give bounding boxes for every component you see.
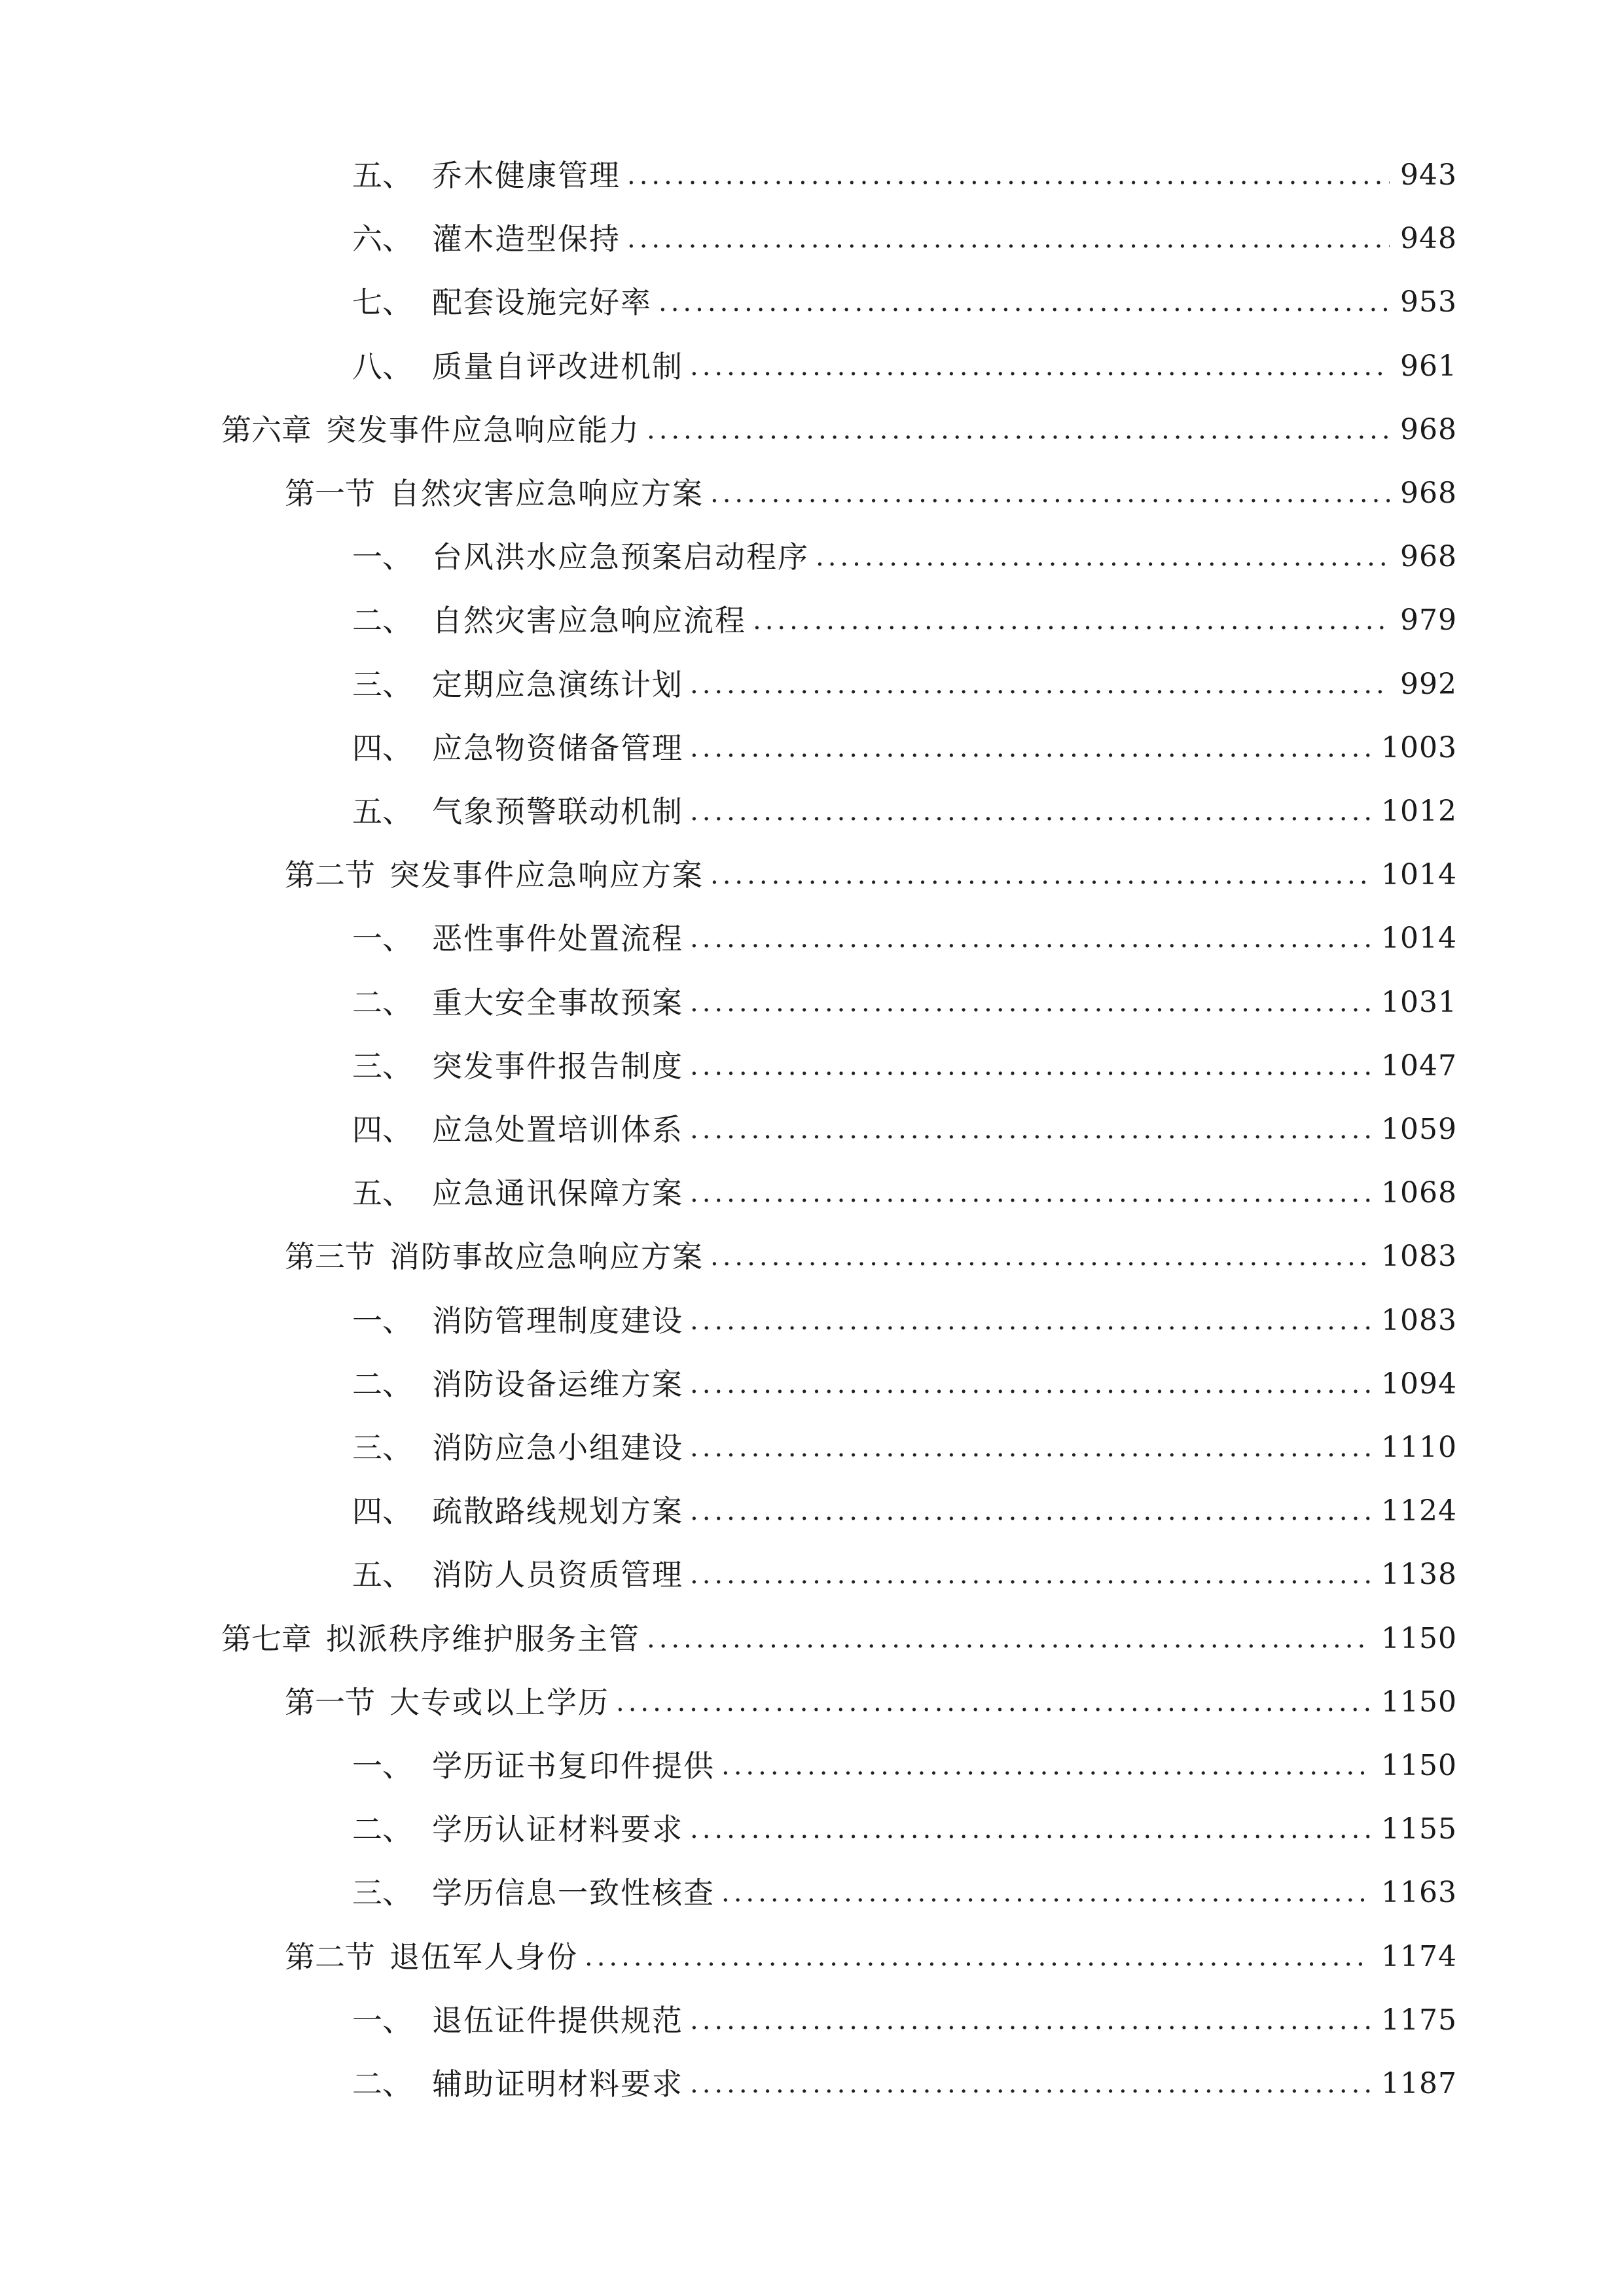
- dot-leader: [690, 785, 1371, 838]
- entry-number: 四、: [352, 1494, 412, 1529]
- toc-entry[interactable]: [352, 1422, 1457, 1474]
- dot-leader: [710, 849, 1371, 901]
- entry-page-number: 979: [1400, 603, 1457, 637]
- entry-page-number: 968: [1400, 413, 1457, 446]
- entry-number: 一、: [352, 1748, 412, 1784]
- entry-title: 乔木健康管理: [432, 158, 621, 193]
- entry-number: 二、: [352, 1812, 412, 1847]
- entry-page-number: 1150: [1381, 1749, 1457, 1782]
- entry-number: 五、: [352, 1175, 412, 1211]
- toc-entry[interactable]: [352, 594, 1457, 647]
- dot-leader: [647, 404, 1390, 456]
- dot-leader: [710, 467, 1390, 520]
- entry-page-number: 1014: [1381, 922, 1457, 955]
- entry-title: 台风洪水应急预案启动程序: [432, 539, 809, 575]
- toc-entry[interactable]: [285, 1676, 1457, 1729]
- entry-title: 大专或以上学历: [389, 1685, 609, 1720]
- dot-leader: [721, 1867, 1371, 1919]
- entry-title: 突发事件应急响应方案: [389, 857, 704, 893]
- entry-page-number: 1175: [1381, 2003, 1457, 2037]
- toc-entry[interactable]: [285, 1230, 1457, 1283]
- toc-entry[interactable]: [221, 1613, 1457, 1665]
- entry-title: 拟派秩序维护服务主管: [326, 1621, 640, 1657]
- entry-page-number: 1124: [1381, 1494, 1457, 1528]
- entry-page-number: 943: [1400, 158, 1457, 192]
- entry-page-number: 1094: [1381, 1367, 1457, 1401]
- entry-number: 五、: [352, 794, 412, 829]
- dot-leader: [690, 2058, 1371, 2110]
- dot-leader: [690, 1803, 1371, 1856]
- entry-page-number: 1014: [1381, 858, 1457, 891]
- entry-number: 二、: [352, 1367, 412, 1402]
- entry-page-number: 968: [1400, 476, 1457, 510]
- entry-page-number: 968: [1400, 540, 1457, 573]
- dot-leader: [690, 1422, 1371, 1474]
- toc-entry[interactable]: [352, 340, 1457, 393]
- entry-title: 质量自评改进机制: [432, 349, 683, 384]
- dot-leader: [753, 594, 1390, 647]
- entry-title: 突发事件报告制度: [432, 1049, 683, 1084]
- entry-title: 自然灾害应急响应流程: [432, 603, 746, 638]
- entry-number: 一、: [352, 1303, 412, 1338]
- entry-number: 三、: [352, 1049, 412, 1084]
- dot-leader: [690, 977, 1371, 1029]
- toc-entry[interactable]: [352, 1867, 1457, 1919]
- dot-leader: [690, 1103, 1371, 1156]
- dot-leader: [721, 1740, 1371, 1792]
- entry-page-number: 1059: [1381, 1113, 1457, 1146]
- toc-entry[interactable]: [352, 1295, 1457, 1347]
- entry-title: 学历信息一致性核查: [432, 1875, 715, 1910]
- dot-leader: [690, 658, 1390, 711]
- entry-title: 辅助证明材料要求: [432, 2066, 683, 2102]
- entry-page-number: 948: [1400, 222, 1457, 255]
- entry-number: 六、: [352, 221, 412, 257]
- entry-number: 第七章: [221, 1621, 312, 1657]
- entry-page-number: 1174: [1381, 1940, 1457, 1973]
- entry-page-number: 1150: [1381, 1622, 1457, 1655]
- entry-title: 配套设施完好率: [432, 285, 652, 320]
- toc-entry[interactable]: [352, 1994, 1457, 2047]
- entry-title: 消防管理制度建设: [432, 1303, 683, 1338]
- entry-number: 五、: [352, 1557, 412, 1592]
- entry-page-number: 1047: [1381, 1049, 1457, 1083]
- entry-page-number: 1068: [1381, 1176, 1457, 1210]
- toc-entry[interactable]: [352, 276, 1457, 329]
- dot-leader: [690, 1994, 1371, 2047]
- entry-number: 二、: [352, 985, 412, 1020]
- dot-leader: [690, 1167, 1371, 1219]
- entry-number: 一、: [352, 539, 412, 575]
- entry-page-number: 1138: [1381, 1558, 1457, 1591]
- entry-title: 应急物资储备管理: [432, 730, 683, 766]
- entry-page-number: 1110: [1381, 1431, 1457, 1464]
- toc-entry[interactable]: [352, 1358, 1457, 1410]
- toc-entry[interactable]: [352, 912, 1457, 965]
- toc-entry[interactable]: [352, 531, 1457, 583]
- entry-title: 应急通讯保障方案: [432, 1175, 683, 1211]
- dot-leader: [690, 340, 1390, 393]
- entry-page-number: 1012: [1381, 795, 1457, 828]
- entry-number: 七、: [352, 285, 412, 320]
- toc-entry[interactable]: [285, 467, 1457, 520]
- dot-leader: [690, 912, 1371, 965]
- toc-entry[interactable]: [352, 1485, 1457, 1537]
- toc-entry[interactable]: [352, 1167, 1457, 1219]
- entry-number: 一、: [352, 2003, 412, 2038]
- toc-entry[interactable]: [352, 2058, 1457, 2110]
- entry-page-number: 1083: [1381, 1240, 1457, 1273]
- entry-page-number: 1003: [1381, 731, 1457, 764]
- entry-number: 第二节: [285, 1939, 375, 1975]
- entry-number: 第三节: [285, 1239, 375, 1274]
- entry-number: 三、: [352, 1430, 412, 1465]
- entry-page-number: 953: [1400, 285, 1457, 319]
- toc-entry[interactable]: [352, 658, 1457, 711]
- entry-number: 第六章: [221, 412, 312, 448]
- dot-leader: [627, 213, 1390, 265]
- entry-page-number: 1083: [1381, 1304, 1457, 1337]
- toc-entry[interactable]: [352, 785, 1457, 838]
- entry-number: 第二节: [285, 857, 375, 893]
- dot-leader: [690, 1485, 1371, 1537]
- entry-page-number: 1163: [1381, 1876, 1457, 1909]
- dot-leader: [690, 722, 1371, 774]
- entry-page-number: 1031: [1381, 986, 1457, 1019]
- entry-title: 应急处置培训体系: [432, 1112, 683, 1147]
- dot-leader: [647, 1613, 1371, 1665]
- entry-number: 八、: [352, 349, 412, 384]
- toc-entry[interactable]: [352, 1040, 1457, 1092]
- toc-entry[interactable]: [352, 1803, 1457, 1856]
- toc-entry[interactable]: [352, 977, 1457, 1029]
- entry-title: 消防事故应急响应方案: [389, 1239, 704, 1274]
- entry-number: 三、: [352, 667, 412, 702]
- dot-leader: [690, 1358, 1371, 1410]
- toc-entry[interactable]: [352, 722, 1457, 774]
- entry-page-number: 1187: [1381, 2067, 1457, 2100]
- entry-page-number: 961: [1400, 350, 1457, 383]
- toc-entry[interactable]: [352, 1740, 1457, 1792]
- entry-title: 恶性事件处置流程: [432, 921, 683, 956]
- entry-title: 消防人员资质管理: [432, 1557, 683, 1592]
- entry-title: 疏散路线规划方案: [432, 1494, 683, 1529]
- dot-leader: [585, 1931, 1371, 1983]
- dot-leader: [690, 1295, 1371, 1347]
- dot-leader: [627, 149, 1390, 202]
- entry-number: 二、: [352, 2066, 412, 2102]
- toc-entry[interactable]: [352, 1103, 1457, 1156]
- entry-title: 学历认证材料要求: [432, 1812, 683, 1847]
- entry-number: 四、: [352, 730, 412, 766]
- entry-page-number: 992: [1400, 668, 1457, 701]
- entry-title: 消防设备运维方案: [432, 1367, 683, 1402]
- toc-entry[interactable]: [352, 149, 1457, 202]
- entry-title: 突发事件应急响应能力: [326, 412, 640, 448]
- dot-leader: [616, 1676, 1371, 1729]
- toc-entry[interactable]: [285, 849, 1457, 901]
- entry-number: 四、: [352, 1112, 412, 1147]
- entry-title: 定期应急演练计划: [432, 667, 683, 702]
- entry-title: 学历证书复印件提供: [432, 1748, 715, 1784]
- dot-leader: [659, 276, 1390, 329]
- entry-title: 气象预警联动机制: [432, 794, 683, 829]
- toc-entry[interactable]: [352, 213, 1457, 265]
- entry-title: 灌木造型保持: [432, 221, 621, 257]
- entry-title: 重大安全事故预案: [432, 985, 683, 1020]
- entry-number: 一、: [352, 921, 412, 956]
- entry-page-number: 1150: [1381, 1685, 1457, 1719]
- entry-title: 退伍军人身份: [389, 1939, 578, 1975]
- dot-leader: [690, 1040, 1371, 1092]
- entry-number: 二、: [352, 603, 412, 638]
- dot-leader: [690, 1549, 1371, 1601]
- entry-title: 消防应急小组建设: [432, 1430, 683, 1465]
- dot-leader: [816, 531, 1390, 583]
- toc-entry[interactable]: [352, 1549, 1457, 1601]
- dot-leader: [710, 1230, 1371, 1283]
- entry-number: 第一节: [285, 1685, 375, 1720]
- entry-number: 第一节: [285, 476, 375, 511]
- toc-entry[interactable]: [285, 1931, 1457, 1983]
- entry-number: 三、: [352, 1875, 412, 1910]
- entry-page-number: 1155: [1381, 1812, 1457, 1846]
- toc-entry[interactable]: [221, 404, 1457, 456]
- entry-title: 自然灾害应急响应方案: [389, 476, 704, 511]
- entry-number: 五、: [352, 158, 412, 193]
- entry-title: 退伍证件提供规范: [432, 2003, 683, 2038]
